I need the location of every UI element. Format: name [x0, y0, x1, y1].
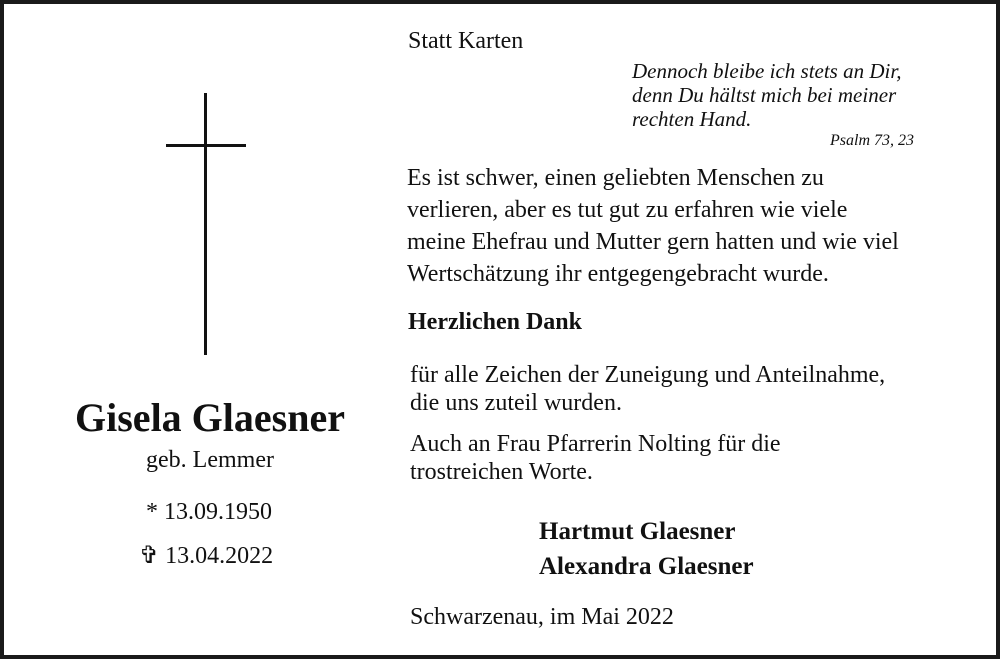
deceased-name: Gisela Glaesner	[75, 395, 345, 440]
verse-line: rechten Hand.	[632, 107, 752, 131]
death-date-row	[139, 541, 273, 570]
pastor-line: trostreichen Worte.	[410, 459, 593, 485]
thanks-line: die uns zuteil wurden.	[410, 390, 622, 416]
thanks-paragraph	[410, 361, 885, 417]
verse-line: Dennoch bleibe ich stets an Dir,	[632, 59, 902, 83]
verse-reference: Psalm 73, 23	[830, 132, 914, 149]
thanks-line: für alle Zeichen der Zuneigung und Anteilnahme,	[410, 362, 886, 388]
bible-verse	[632, 59, 901, 131]
main-paragraph	[407, 162, 899, 290]
death-date: 13.04.2022	[165, 543, 274, 569]
death-cross-icon: ✞	[139, 543, 160, 569]
paragraph-line: Wertschätzung ihr entgegengebracht wurde.	[407, 261, 829, 287]
cross-horizontal-bar	[166, 144, 246, 147]
paragraph-line: verlieren, aber es tut gut zu erfahren wie viele	[407, 197, 848, 223]
paragraph-line: Es ist schwer, einen geliebten Menschen zu	[407, 165, 824, 191]
birth-date: * 13.09.1950	[146, 499, 272, 525]
place-and-date: Schwarzenau, im Mai 2022	[410, 604, 674, 630]
paragraph-line: meine Ehefrau und Mutter gern hatten und wie viel	[407, 229, 899, 255]
cross-vertical-bar	[204, 93, 207, 355]
birth-name: geb. Lemmer	[146, 447, 274, 473]
verse-line: denn Du hältst mich bei meiner	[632, 83, 897, 107]
thanks-heading: Herzlichen Dank	[408, 309, 582, 335]
signature-name: Hartmut Glaesner	[539, 518, 736, 545]
pastor-paragraph	[410, 430, 781, 486]
signatures	[539, 514, 754, 584]
signature-name: Alexandra Glaesner	[539, 553, 754, 580]
pastor-line: Auch an Frau Pfarrerin Nolting für die	[410, 431, 781, 457]
header-statt-karten: Statt Karten	[408, 28, 524, 54]
